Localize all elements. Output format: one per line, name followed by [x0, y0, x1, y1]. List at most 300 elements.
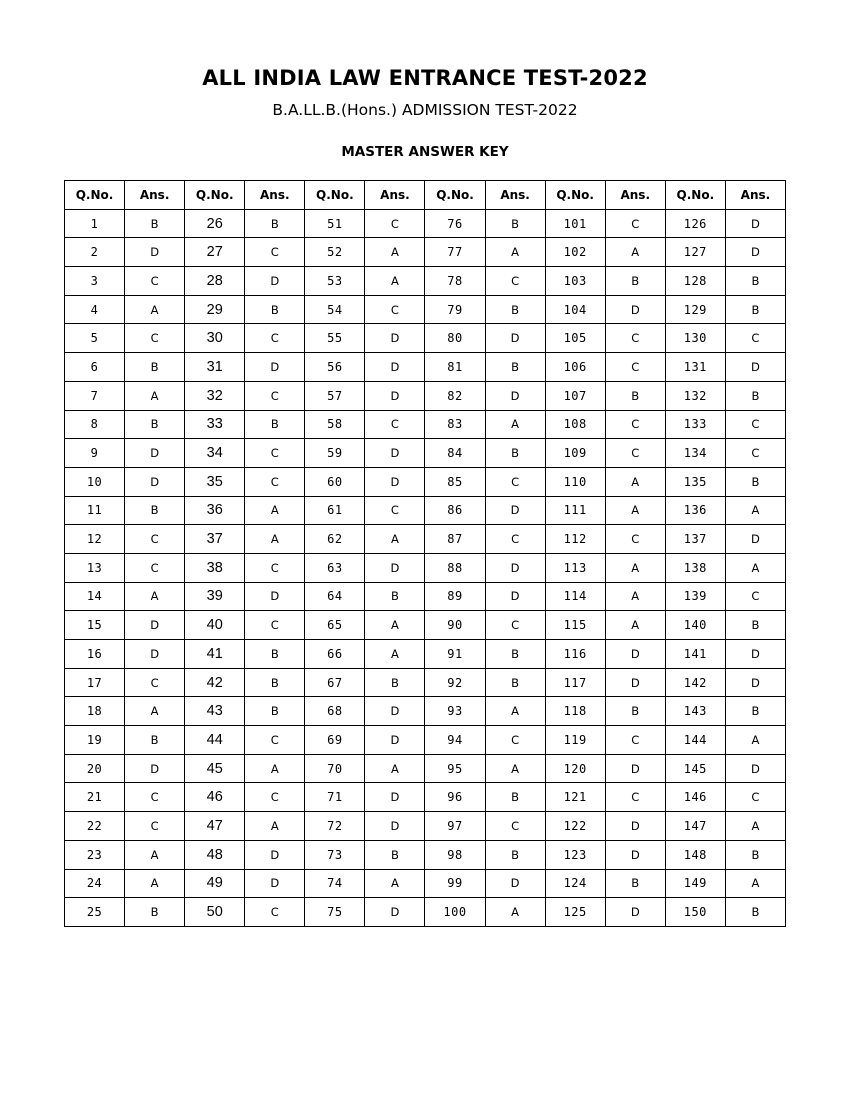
- question-number-cell: 68: [305, 697, 365, 726]
- answer-cell: D: [485, 324, 545, 353]
- answer-cell: C: [365, 410, 425, 439]
- question-number-cell: 17: [65, 668, 125, 697]
- question-number-cell: 45: [185, 754, 245, 783]
- answer-cell: A: [245, 496, 305, 525]
- answer-cell: A: [605, 496, 665, 525]
- question-number-cell: 125: [545, 898, 605, 927]
- answer-cell: B: [725, 467, 785, 496]
- question-number-cell: 84: [425, 439, 485, 468]
- question-number-cell: 22: [65, 812, 125, 841]
- answer-cell: A: [725, 869, 785, 898]
- answer-cell: B: [485, 353, 545, 382]
- question-number-cell: 136: [665, 496, 725, 525]
- question-number-cell: 89: [425, 582, 485, 611]
- answer-cell: C: [605, 209, 665, 238]
- table-row: [65, 209, 786, 238]
- question-number-cell: 35: [185, 467, 245, 496]
- question-number-cell: 43: [185, 697, 245, 726]
- question-number-cell: 76: [425, 209, 485, 238]
- question-number-cell: 71: [305, 783, 365, 812]
- question-number-cell: 145: [665, 754, 725, 783]
- question-number-cell: 6: [65, 353, 125, 382]
- question-number-cell: 142: [665, 668, 725, 697]
- question-number-cell: 129: [665, 295, 725, 324]
- question-number-cell: 116: [545, 640, 605, 669]
- table-row: [65, 439, 786, 468]
- question-number-cell: 66: [305, 640, 365, 669]
- question-number-cell: 110: [545, 467, 605, 496]
- question-number-cell: 32: [185, 381, 245, 410]
- table-row: [65, 640, 786, 669]
- answer-cell: B: [245, 697, 305, 726]
- question-number-cell: 21: [65, 783, 125, 812]
- question-number-cell: 101: [545, 209, 605, 238]
- question-number-cell: 118: [545, 697, 605, 726]
- question-number-cell: 114: [545, 582, 605, 611]
- question-number-cell: 9: [65, 439, 125, 468]
- question-number-cell: 31: [185, 353, 245, 382]
- question-number-cell: 42: [185, 668, 245, 697]
- question-number-cell: 102: [545, 238, 605, 267]
- question-number-cell: 91: [425, 640, 485, 669]
- answer-cell: C: [605, 410, 665, 439]
- question-number-cell: 39: [185, 582, 245, 611]
- answer-cell: D: [245, 869, 305, 898]
- question-number-cell: 132: [665, 381, 725, 410]
- question-number-cell: 120: [545, 754, 605, 783]
- header-question-number: Q.No.: [425, 181, 485, 210]
- question-number-cell: 123: [545, 840, 605, 869]
- answer-cell: A: [605, 467, 665, 496]
- question-number-cell: 143: [665, 697, 725, 726]
- answer-cell: B: [725, 611, 785, 640]
- answer-cell: D: [605, 668, 665, 697]
- question-number-cell: 95: [425, 754, 485, 783]
- question-number-cell: 26: [185, 209, 245, 238]
- answer-cell: C: [125, 553, 185, 582]
- question-number-cell: 50: [185, 898, 245, 927]
- table-row: [65, 496, 786, 525]
- answer-cell: D: [485, 553, 545, 582]
- question-number-cell: 70: [305, 754, 365, 783]
- question-number-cell: 115: [545, 611, 605, 640]
- question-number-cell: 117: [545, 668, 605, 697]
- answer-cell: C: [485, 267, 545, 296]
- answer-cell: A: [485, 754, 545, 783]
- answer-cell: D: [125, 611, 185, 640]
- header-answer: Ans.: [245, 181, 305, 210]
- answer-cell: B: [125, 496, 185, 525]
- table-row: [65, 726, 786, 755]
- answer-cell: D: [245, 582, 305, 611]
- answer-cell: D: [485, 496, 545, 525]
- answer-cell: C: [245, 238, 305, 267]
- answer-cell: D: [605, 898, 665, 927]
- question-number-cell: 113: [545, 553, 605, 582]
- answer-cell: A: [725, 726, 785, 755]
- question-number-cell: 144: [665, 726, 725, 755]
- table-row: [65, 812, 786, 841]
- answer-cell: C: [125, 812, 185, 841]
- question-number-cell: 51: [305, 209, 365, 238]
- answer-key-table: [64, 180, 786, 927]
- answer-cell: B: [485, 840, 545, 869]
- answer-cell: D: [485, 582, 545, 611]
- question-number-cell: 134: [665, 439, 725, 468]
- question-number-cell: 131: [665, 353, 725, 382]
- question-number-cell: 98: [425, 840, 485, 869]
- answer-cell: A: [365, 611, 425, 640]
- answer-cell: D: [125, 754, 185, 783]
- answer-cell: A: [725, 496, 785, 525]
- question-number-cell: 11: [65, 496, 125, 525]
- question-number-cell: 80: [425, 324, 485, 353]
- answer-cell: D: [125, 640, 185, 669]
- answer-cell: B: [725, 381, 785, 410]
- table-row: [65, 840, 786, 869]
- question-number-cell: 96: [425, 783, 485, 812]
- answer-cell: C: [245, 553, 305, 582]
- question-number-cell: 12: [65, 525, 125, 554]
- question-number-cell: 140: [665, 611, 725, 640]
- answer-cell: A: [365, 238, 425, 267]
- question-number-cell: 23: [65, 840, 125, 869]
- answer-cell: C: [245, 726, 305, 755]
- answer-cell: B: [245, 668, 305, 697]
- question-number-cell: 108: [545, 410, 605, 439]
- answer-cell: D: [125, 238, 185, 267]
- question-number-cell: 63: [305, 553, 365, 582]
- answer-cell: C: [605, 783, 665, 812]
- answer-cell: B: [245, 295, 305, 324]
- answer-cell: A: [605, 238, 665, 267]
- answer-cell: A: [125, 840, 185, 869]
- table-row: [65, 869, 786, 898]
- question-number-cell: 15: [65, 611, 125, 640]
- table-row: [65, 898, 786, 927]
- question-number-cell: 37: [185, 525, 245, 554]
- header-question-number: Q.No.: [545, 181, 605, 210]
- answer-cell: D: [365, 324, 425, 353]
- answer-cell: B: [485, 209, 545, 238]
- question-number-cell: 61: [305, 496, 365, 525]
- answer-cell: A: [125, 697, 185, 726]
- page-subtitle: B.A.LL.B.(Hons.) ADMISSION TEST-2022: [272, 101, 578, 119]
- answer-cell: B: [365, 582, 425, 611]
- question-number-cell: 27: [185, 238, 245, 267]
- answer-cell: D: [125, 439, 185, 468]
- question-number-cell: 77: [425, 238, 485, 267]
- answer-cell: D: [485, 869, 545, 898]
- question-number-cell: 107: [545, 381, 605, 410]
- answer-cell: B: [125, 726, 185, 755]
- answer-cell: A: [245, 812, 305, 841]
- answer-cell: C: [605, 726, 665, 755]
- question-number-cell: 19: [65, 726, 125, 755]
- answer-cell: C: [245, 324, 305, 353]
- question-number-cell: 29: [185, 295, 245, 324]
- question-number-cell: 7: [65, 381, 125, 410]
- question-number-cell: 139: [665, 582, 725, 611]
- answer-cell: C: [485, 726, 545, 755]
- answer-cell: B: [725, 267, 785, 296]
- question-number-cell: 4: [65, 295, 125, 324]
- answer-cell: B: [125, 353, 185, 382]
- question-number-cell: 135: [665, 467, 725, 496]
- table-row: [65, 295, 786, 324]
- answer-cell: C: [125, 267, 185, 296]
- answer-cell: A: [605, 582, 665, 611]
- question-number-cell: 20: [65, 754, 125, 783]
- answer-cell: C: [605, 324, 665, 353]
- question-number-cell: 48: [185, 840, 245, 869]
- answer-cell: D: [725, 668, 785, 697]
- question-number-cell: 14: [65, 582, 125, 611]
- question-number-cell: 2: [65, 238, 125, 267]
- header-question-number: Q.No.: [665, 181, 725, 210]
- answer-cell: A: [245, 754, 305, 783]
- table-row: [65, 238, 786, 267]
- question-number-cell: 13: [65, 553, 125, 582]
- answer-cell: C: [485, 467, 545, 496]
- answer-cell: D: [485, 381, 545, 410]
- question-number-cell: 64: [305, 582, 365, 611]
- question-number-cell: 24: [65, 869, 125, 898]
- table-row: [65, 783, 786, 812]
- answer-cell: B: [605, 267, 665, 296]
- question-number-cell: 121: [545, 783, 605, 812]
- answer-cell: D: [725, 209, 785, 238]
- question-number-cell: 106: [545, 353, 605, 382]
- question-number-cell: 8: [65, 410, 125, 439]
- question-number-cell: 124: [545, 869, 605, 898]
- question-number-cell: 79: [425, 295, 485, 324]
- answer-cell: A: [485, 410, 545, 439]
- answer-cell: A: [125, 295, 185, 324]
- answer-cell: B: [365, 668, 425, 697]
- question-number-cell: 58: [305, 410, 365, 439]
- answer-cell: D: [365, 439, 425, 468]
- question-number-cell: 93: [425, 697, 485, 726]
- table-row: [65, 381, 786, 410]
- table-row: [65, 553, 786, 582]
- answer-cell: C: [725, 783, 785, 812]
- answer-cell: D: [605, 295, 665, 324]
- answer-cell: C: [245, 783, 305, 812]
- answer-cell: D: [605, 754, 665, 783]
- answer-cell: C: [605, 439, 665, 468]
- answer-cell: B: [725, 697, 785, 726]
- table-row: [65, 467, 786, 496]
- answer-cell: B: [485, 668, 545, 697]
- question-number-cell: 133: [665, 410, 725, 439]
- table-row: [65, 525, 786, 554]
- question-number-cell: 16: [65, 640, 125, 669]
- answer-cell: A: [605, 611, 665, 640]
- answer-cell: C: [245, 611, 305, 640]
- answer-cell: D: [245, 353, 305, 382]
- answer-cell: C: [365, 496, 425, 525]
- question-number-cell: 62: [305, 525, 365, 554]
- answer-cell: A: [485, 898, 545, 927]
- question-number-cell: 56: [305, 353, 365, 382]
- answer-cell: D: [365, 381, 425, 410]
- answer-cell: D: [125, 467, 185, 496]
- question-number-cell: 25: [65, 898, 125, 927]
- table-row: [65, 353, 786, 382]
- question-number-cell: 109: [545, 439, 605, 468]
- answer-cell: C: [485, 611, 545, 640]
- question-number-cell: 146: [665, 783, 725, 812]
- table-row: [65, 582, 786, 611]
- answer-cell: D: [725, 525, 785, 554]
- answer-cell: B: [485, 640, 545, 669]
- question-number-cell: 3: [65, 267, 125, 296]
- question-number-cell: 34: [185, 439, 245, 468]
- question-number-cell: 52: [305, 238, 365, 267]
- answer-key-heading: MASTER ANSWER KEY: [341, 144, 509, 160]
- table-row: [65, 611, 786, 640]
- answer-cell: B: [725, 295, 785, 324]
- question-number-cell: 69: [305, 726, 365, 755]
- answer-cell: D: [245, 267, 305, 296]
- answer-cell: B: [485, 295, 545, 324]
- question-number-cell: 150: [665, 898, 725, 927]
- question-number-cell: 74: [305, 869, 365, 898]
- answer-cell: C: [605, 525, 665, 554]
- question-number-cell: 97: [425, 812, 485, 841]
- question-number-cell: 60: [305, 467, 365, 496]
- question-number-cell: 85: [425, 467, 485, 496]
- question-number-cell: 100: [425, 898, 485, 927]
- answer-cell: C: [125, 783, 185, 812]
- answer-cell: C: [365, 295, 425, 324]
- answer-cell: A: [125, 582, 185, 611]
- header-question-number: Q.No.: [185, 181, 245, 210]
- question-number-cell: 33: [185, 410, 245, 439]
- question-number-cell: 57: [305, 381, 365, 410]
- question-number-cell: 128: [665, 267, 725, 296]
- question-number-cell: 122: [545, 812, 605, 841]
- answer-cell: A: [485, 238, 545, 267]
- answer-cell: C: [245, 381, 305, 410]
- question-number-cell: 72: [305, 812, 365, 841]
- answer-cell: C: [485, 525, 545, 554]
- answer-cell: B: [725, 898, 785, 927]
- answer-cell: D: [725, 238, 785, 267]
- header-question-number: Q.No.: [305, 181, 365, 210]
- question-number-cell: 41: [185, 640, 245, 669]
- question-number-cell: 53: [305, 267, 365, 296]
- answer-cell: D: [365, 467, 425, 496]
- answer-cell: B: [485, 439, 545, 468]
- answer-cell: D: [605, 840, 665, 869]
- question-number-cell: 88: [425, 553, 485, 582]
- question-number-cell: 149: [665, 869, 725, 898]
- answer-cell: C: [605, 353, 665, 382]
- question-number-cell: 87: [425, 525, 485, 554]
- answer-cell: C: [125, 525, 185, 554]
- question-number-cell: 47: [185, 812, 245, 841]
- table-header-row: [65, 181, 786, 210]
- answer-cell: B: [365, 840, 425, 869]
- answer-cell: B: [125, 410, 185, 439]
- answer-cell: D: [365, 898, 425, 927]
- question-number-cell: 59: [305, 439, 365, 468]
- answer-cell: A: [125, 381, 185, 410]
- question-number-cell: 38: [185, 553, 245, 582]
- question-number-cell: 130: [665, 324, 725, 353]
- question-number-cell: 90: [425, 611, 485, 640]
- answer-cell: A: [125, 869, 185, 898]
- question-number-cell: 105: [545, 324, 605, 353]
- answer-cell: C: [125, 668, 185, 697]
- answer-cell: C: [245, 439, 305, 468]
- answer-cell: B: [125, 209, 185, 238]
- question-number-cell: 10: [65, 467, 125, 496]
- answer-cell: D: [725, 353, 785, 382]
- answer-cell: B: [605, 869, 665, 898]
- table-row: [65, 267, 786, 296]
- answer-cell: C: [125, 324, 185, 353]
- answer-cell: C: [245, 898, 305, 927]
- header-answer: Ans.: [125, 181, 185, 210]
- header-answer: Ans.: [725, 181, 785, 210]
- question-number-cell: 82: [425, 381, 485, 410]
- answer-cell: C: [725, 324, 785, 353]
- answer-cell: A: [245, 525, 305, 554]
- answer-cell: D: [365, 553, 425, 582]
- question-number-cell: 83: [425, 410, 485, 439]
- header-answer: Ans.: [365, 181, 425, 210]
- answer-cell: C: [365, 209, 425, 238]
- table-row: [65, 668, 786, 697]
- answer-cell: B: [605, 697, 665, 726]
- question-number-cell: 127: [665, 238, 725, 267]
- question-number-cell: 86: [425, 496, 485, 525]
- answer-cell: B: [485, 783, 545, 812]
- header-answer: Ans.: [485, 181, 545, 210]
- question-number-cell: 94: [425, 726, 485, 755]
- question-number-cell: 28: [185, 267, 245, 296]
- question-number-cell: 92: [425, 668, 485, 697]
- table-row: [65, 697, 786, 726]
- question-number-cell: 30: [185, 324, 245, 353]
- answer-cell: C: [725, 582, 785, 611]
- question-number-cell: 119: [545, 726, 605, 755]
- question-number-cell: 78: [425, 267, 485, 296]
- answer-cell: A: [365, 869, 425, 898]
- question-number-cell: 18: [65, 697, 125, 726]
- answer-cell: A: [365, 754, 425, 783]
- question-number-cell: 67: [305, 668, 365, 697]
- question-number-cell: 147: [665, 812, 725, 841]
- question-number-cell: 99: [425, 869, 485, 898]
- question-number-cell: 81: [425, 353, 485, 382]
- question-number-cell: 141: [665, 640, 725, 669]
- answer-cell: A: [605, 553, 665, 582]
- question-number-cell: 104: [545, 295, 605, 324]
- answer-cell: A: [365, 525, 425, 554]
- answer-cell: D: [245, 840, 305, 869]
- question-number-cell: 112: [545, 525, 605, 554]
- question-number-cell: 40: [185, 611, 245, 640]
- answer-cell: C: [725, 439, 785, 468]
- header-question-number: Q.No.: [65, 181, 125, 210]
- question-number-cell: 65: [305, 611, 365, 640]
- table-row: [65, 754, 786, 783]
- question-number-cell: 138: [665, 553, 725, 582]
